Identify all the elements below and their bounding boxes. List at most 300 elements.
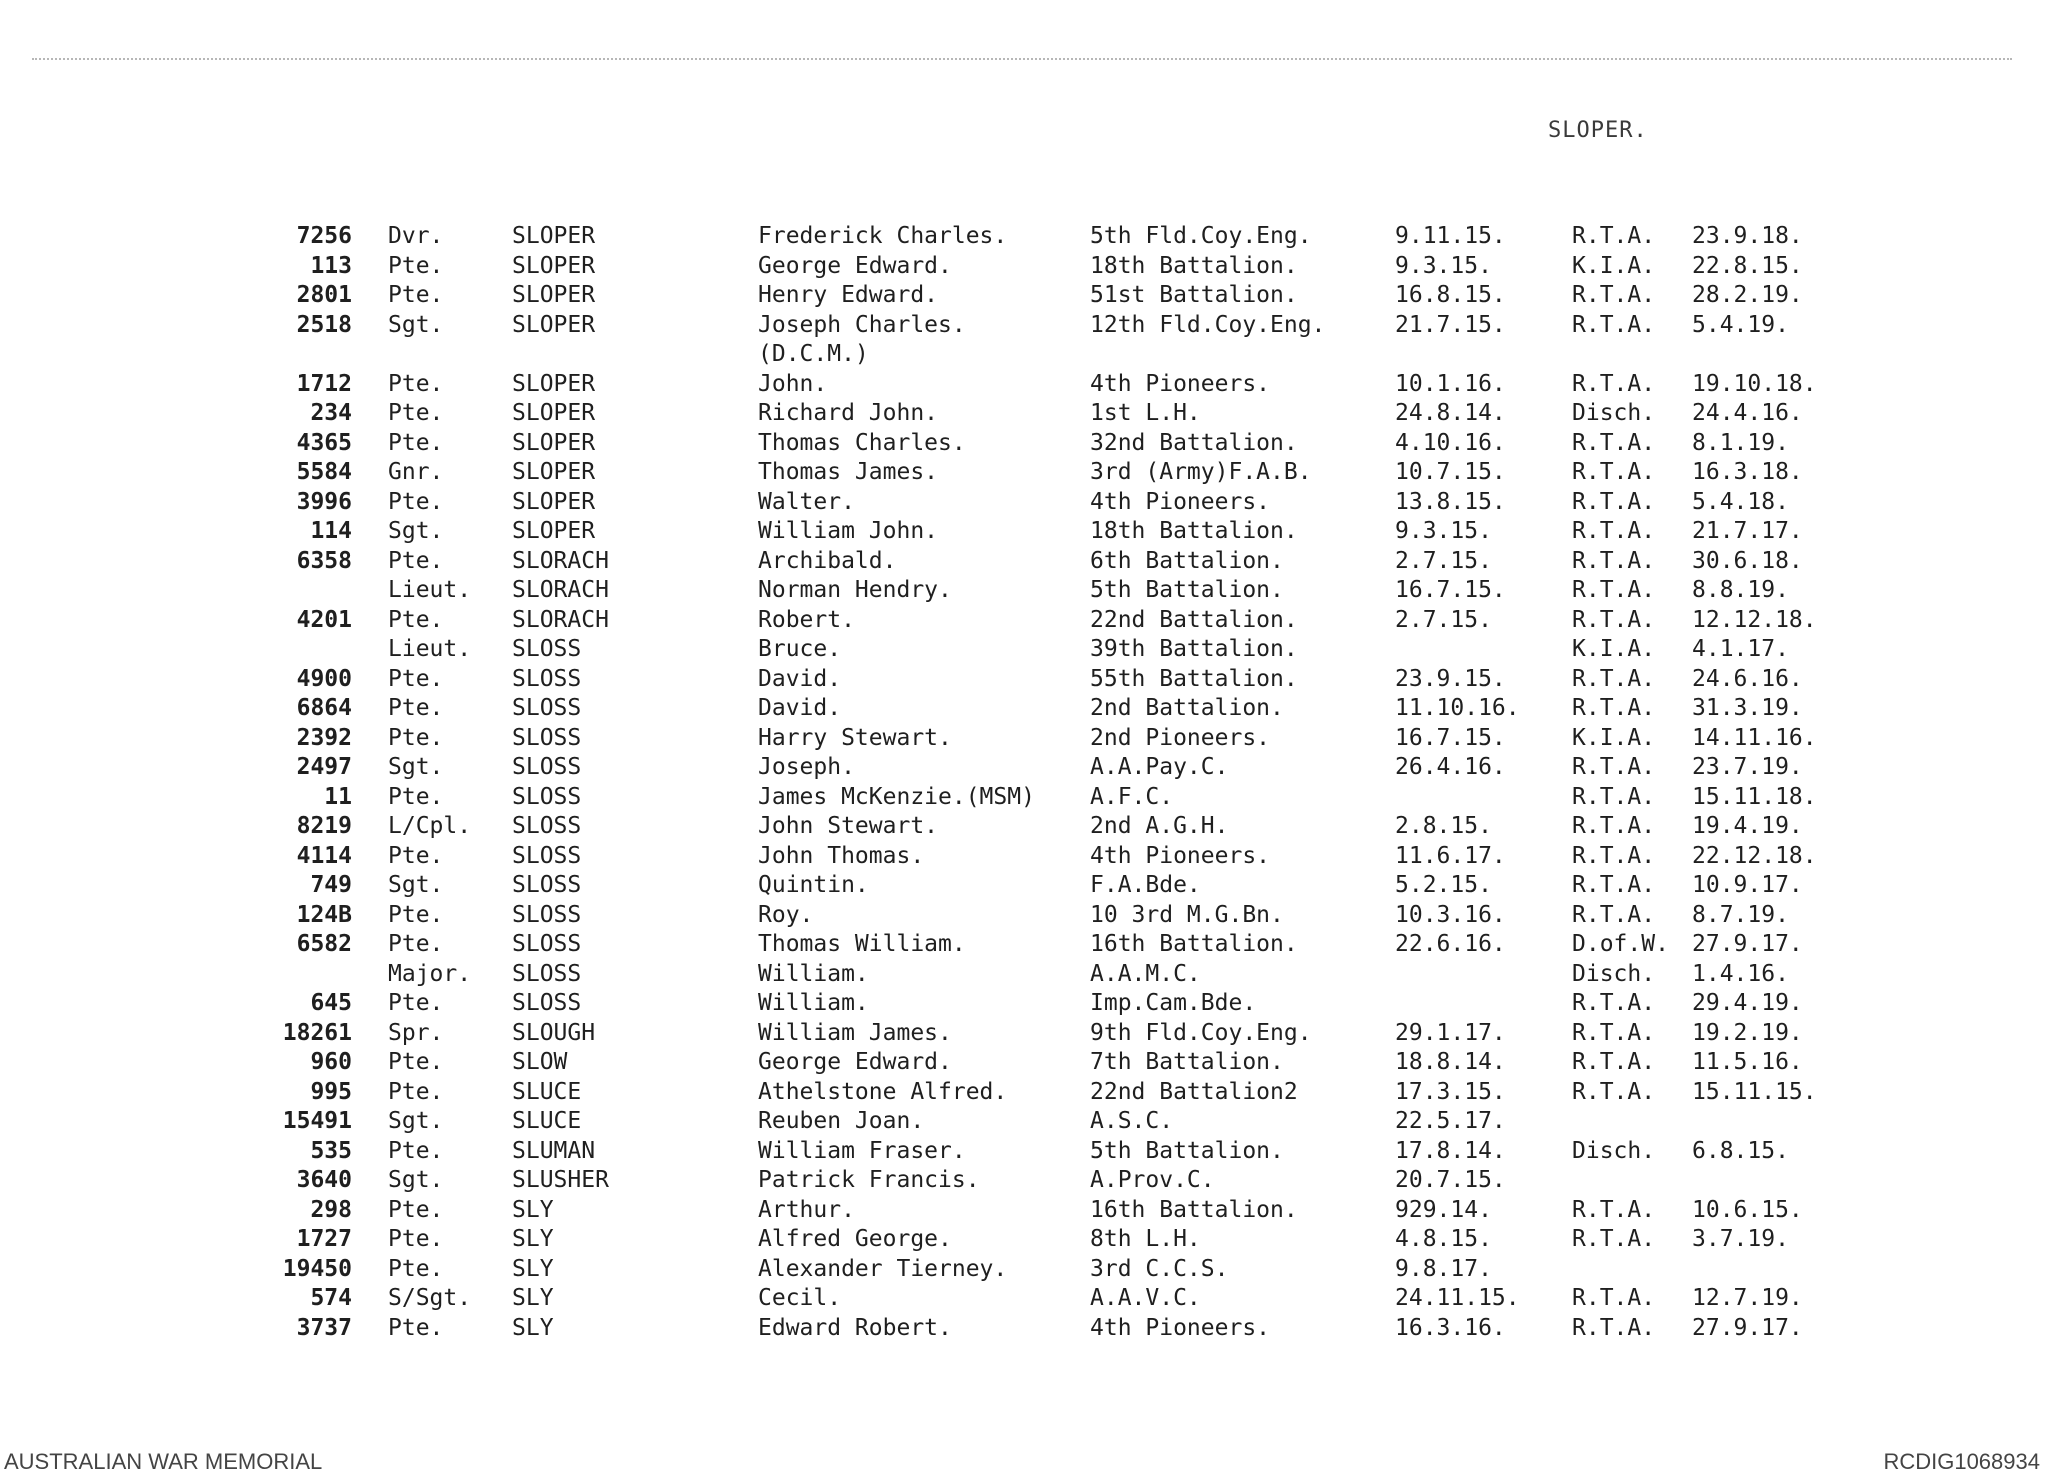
unit: 18th Battalion.: [1090, 518, 1298, 544]
rank: Pte.: [388, 842, 444, 869]
fate-date: 5.4.19.: [1692, 311, 1789, 338]
surname: SLORACH: [512, 547, 609, 574]
fate-date: 19.4.19.: [1692, 813, 1803, 839]
record-row: [0, 222, 2048, 252]
record-row: [0, 901, 2048, 931]
enlistment-date: 22.6.16.: [1395, 931, 1506, 957]
enlistment-date: 29.1.17.: [1395, 1019, 1506, 1046]
record-row: [0, 517, 2048, 547]
surname: SLY: [512, 1196, 554, 1223]
fate: R.T.A.: [1572, 223, 1656, 249]
rank: Sgt.: [388, 1108, 444, 1134]
given-names: George Edward.: [758, 252, 952, 279]
fate: R.T.A.: [1572, 1049, 1656, 1075]
fate: R.T.A.: [1572, 695, 1656, 721]
unit: A.A.Pay.C.: [1090, 754, 1229, 780]
rank: Sgt.: [388, 1167, 444, 1193]
fate: R.T.A.: [1572, 459, 1656, 485]
given-names: Harry Stewart.: [758, 724, 952, 751]
surname: SLOPER: [512, 518, 596, 544]
surname: SLOPER: [512, 459, 596, 485]
enlistment-date: 16.3.16.: [1395, 1314, 1506, 1341]
rank: Pte.: [388, 282, 444, 308]
given-names: Reuben Joan.: [758, 1108, 925, 1134]
enlistment-date: 16.8.15.: [1395, 282, 1506, 308]
given-names: David.: [758, 695, 842, 721]
fate: R.T.A.: [1572, 665, 1656, 692]
page-title: SLOPER.: [1548, 118, 1648, 143]
rank: Pte.: [388, 990, 444, 1016]
fate-date: 15.11.15.: [1692, 1078, 1817, 1105]
rank: Pte.: [388, 1078, 444, 1105]
surname: SLOSS: [512, 695, 582, 721]
given-names: Edward Robert.: [758, 1314, 952, 1341]
fate-date: 24.4.16.: [1692, 400, 1803, 426]
fate: R.T.A.: [1572, 1226, 1656, 1252]
record-row: [0, 311, 2048, 341]
enlistment-date: 2.8.15.: [1395, 813, 1492, 839]
record-row: [0, 1048, 2048, 1078]
unit: 12th Fld.Coy.Eng.: [1090, 311, 1326, 338]
fate-date: 8.8.19.: [1692, 577, 1789, 603]
given-names: James McKenzie.(MSM): [758, 783, 1035, 810]
fate: R.T.A.: [1572, 577, 1656, 603]
enlistment-date: 18.8.14.: [1395, 1049, 1506, 1075]
unit: 9th Fld.Coy.Eng.: [1090, 1019, 1312, 1046]
service-number: 6582: [296, 931, 352, 957]
rank: Pte.: [388, 783, 444, 810]
unit: 5th Battalion.: [1090, 577, 1284, 603]
surname: SLOSS: [512, 872, 582, 898]
surname: SLOPER: [512, 223, 596, 249]
given-names: Alfred George.: [758, 1226, 952, 1252]
given-names: Patrick Francis.: [758, 1167, 980, 1193]
surname: SLOPER: [512, 252, 596, 279]
record-row: [0, 606, 2048, 636]
fate: R.T.A.: [1572, 311, 1656, 338]
unit: 39th Battalion.: [1090, 636, 1298, 662]
service-number: 124B: [296, 901, 352, 928]
fate-date: 3.7.19.: [1692, 1226, 1789, 1252]
fate-date: 27.9.17.: [1692, 1314, 1803, 1341]
rank: Pte.: [388, 370, 444, 397]
record-row: [0, 1314, 2048, 1344]
surname: SLY: [512, 1226, 554, 1252]
given-names: Richard John.: [758, 400, 939, 426]
footer-reference-id: RCDIG1068934: [1883, 1449, 2040, 1474]
unit: A.A.M.C.: [1090, 960, 1201, 987]
given-names: John.: [758, 370, 828, 397]
service-number: 298: [310, 1196, 352, 1223]
record-row: [0, 989, 2048, 1019]
rank: Pte.: [388, 1255, 444, 1282]
given-names: Archibald.: [758, 547, 897, 574]
given-names: Frederick Charles.: [758, 223, 1008, 249]
service-number: 4365: [296, 429, 352, 456]
enlistment-date: 24.8.14.: [1395, 400, 1506, 426]
surname: SLOSS: [512, 636, 582, 662]
surname: SLOSS: [512, 960, 582, 987]
enlistment-date: 4.10.16.: [1395, 429, 1506, 456]
enlistment-date: 20.7.15.: [1395, 1167, 1506, 1193]
top-dotted-rule: [32, 58, 2012, 60]
enlistment-date: 929.14.: [1395, 1196, 1492, 1223]
unit: F.A.Bde.: [1090, 872, 1201, 898]
record-row: [0, 1284, 2048, 1314]
given-names: Cecil.: [758, 1285, 842, 1311]
enlistment-date: 2.7.15.: [1395, 606, 1492, 633]
surname: SLOW: [512, 1049, 568, 1075]
surname: SLOUGH: [512, 1019, 596, 1046]
rank: Pte.: [388, 695, 444, 721]
rank: Major.: [388, 960, 472, 987]
fate-date: 5.4.18.: [1692, 488, 1789, 515]
service-number: 5584: [296, 459, 352, 485]
given-names: (D.C.M.): [758, 341, 869, 367]
enlistment-date: 21.7.15.: [1395, 311, 1506, 338]
given-names: Joseph.: [758, 754, 855, 780]
surname: SLOSS: [512, 813, 582, 839]
fate: R.T.A.: [1572, 813, 1656, 839]
surname: SLOSS: [512, 783, 582, 810]
rank: Pte.: [388, 547, 444, 574]
record-row: [0, 753, 2048, 783]
given-names: Thomas James.: [758, 459, 939, 485]
record-row: [0, 694, 2048, 724]
fate: R.T.A.: [1572, 518, 1656, 544]
fate: R.T.A.: [1572, 488, 1656, 515]
given-names: George Edward.: [758, 1049, 952, 1075]
service-number: 1712: [296, 370, 352, 397]
service-number: 645: [310, 990, 352, 1016]
given-names: Roy.: [758, 901, 814, 928]
rank: Pte.: [388, 724, 444, 751]
rank: Pte.: [388, 1049, 444, 1075]
unit: 32nd Battalion.: [1090, 429, 1298, 456]
given-names: John Stewart.: [758, 813, 939, 839]
rank: Pte.: [388, 252, 444, 279]
surname: SLORACH: [512, 577, 609, 603]
enlistment-date: 9.3.15.: [1395, 518, 1492, 544]
unit: A.Prov.C.: [1090, 1167, 1215, 1193]
fate: R.T.A.: [1572, 872, 1656, 898]
fate-date: 22.12.18.: [1692, 842, 1817, 869]
unit: 1st L.H.: [1090, 400, 1201, 426]
record-row: [0, 842, 2048, 872]
fate-date: 21.7.17.: [1692, 518, 1803, 544]
rank: Pte.: [388, 429, 444, 456]
given-names: William James.: [758, 1019, 952, 1046]
record-row: [0, 1196, 2048, 1226]
rank: Lieut.: [388, 636, 472, 662]
service-number: 6358: [296, 547, 352, 574]
surname: SLOSS: [512, 724, 582, 751]
surname: SLOPER: [512, 370, 596, 397]
given-names: Athelstone Alfred.: [758, 1078, 1008, 1105]
fate: R.T.A.: [1572, 1019, 1656, 1046]
surname: SLY: [512, 1314, 554, 1341]
enlistment-date: 9.11.15.: [1395, 223, 1506, 249]
given-names: Arthur.: [758, 1196, 855, 1223]
record-row: [0, 1255, 2048, 1285]
record-row: [0, 340, 2048, 370]
enlistment-date: 9.3.15.: [1395, 252, 1492, 279]
fate: R.T.A.: [1572, 547, 1656, 574]
unit: Imp.Cam.Bde.: [1090, 990, 1257, 1016]
unit: 4th Pioneers.: [1090, 842, 1271, 869]
enlistment-date: 17.3.15.: [1395, 1078, 1506, 1105]
fate-date: 23.9.18.: [1692, 223, 1803, 249]
service-number: 4900: [296, 665, 352, 692]
record-row: [0, 1166, 2048, 1196]
given-names: William.: [758, 960, 869, 987]
given-names: William Fraser.: [758, 1137, 966, 1164]
surname: SLOSS: [512, 665, 582, 692]
enlistment-date: 17.8.14.: [1395, 1137, 1506, 1164]
record-row: [0, 1107, 2048, 1137]
service-number: 19450: [282, 1255, 352, 1282]
enlistment-date: 11.10.16.: [1395, 695, 1520, 721]
fate: R.T.A.: [1572, 754, 1656, 780]
fate-date: 19.2.19.: [1692, 1019, 1803, 1046]
record-row: [0, 724, 2048, 754]
service-number: 234: [310, 400, 352, 426]
rank: Pte.: [388, 1226, 444, 1252]
enlistment-date: 26.4.16.: [1395, 754, 1506, 780]
fate-date: 14.11.16.: [1692, 724, 1817, 751]
surname: SLOPER: [512, 400, 596, 426]
unit: 8th L.H.: [1090, 1226, 1201, 1252]
fate: R.T.A.: [1572, 429, 1656, 456]
surname: SLOSS: [512, 990, 582, 1016]
unit: 4th Pioneers.: [1090, 1314, 1271, 1341]
unit: 5th Fld.Coy.Eng.: [1090, 223, 1312, 249]
service-number: 2392: [296, 724, 352, 751]
record-row: [0, 930, 2048, 960]
service-number: 1727: [296, 1226, 352, 1252]
fate-date: 23.7.19.: [1692, 754, 1803, 780]
service-number: 11: [324, 783, 352, 810]
service-number: 749: [310, 872, 352, 898]
record-row: [0, 281, 2048, 311]
surname: SLY: [512, 1285, 554, 1311]
enlistment-date: 16.7.15.: [1395, 724, 1506, 751]
unit: 2nd Pioneers.: [1090, 724, 1271, 751]
unit: 6th Battalion.: [1090, 547, 1284, 574]
rank: Pte.: [388, 1196, 444, 1223]
enlistment-date: 24.11.15.: [1395, 1285, 1520, 1311]
unit: 5th Battalion.: [1090, 1137, 1284, 1164]
record-row: [0, 488, 2048, 518]
unit: A.A.V.C.: [1090, 1285, 1201, 1311]
surname: SLUSHER: [512, 1167, 609, 1193]
fate: R.T.A.: [1572, 1285, 1656, 1311]
rank: Dvr.: [388, 223, 444, 249]
enlistment-date: 11.6.17.: [1395, 842, 1506, 869]
rank: Pte.: [388, 400, 444, 426]
unit: 16th Battalion.: [1090, 931, 1298, 957]
rank: Spr.: [388, 1019, 444, 1046]
fate: R.T.A.: [1572, 282, 1656, 308]
service-number: 113: [310, 252, 352, 279]
record-row: [0, 429, 2048, 459]
surname: SLOSS: [512, 931, 582, 957]
unit: 2nd A.G.H.: [1090, 813, 1229, 839]
record-row: [0, 1137, 2048, 1167]
enlistment-date: 5.2.15.: [1395, 872, 1492, 898]
enlistment-date: 4.8.15.: [1395, 1226, 1492, 1252]
fate: K.I.A.: [1572, 724, 1656, 751]
rank: Sgt.: [388, 872, 444, 898]
record-row: [0, 399, 2048, 429]
fate: Disch.: [1572, 1137, 1656, 1164]
fate: Disch.: [1572, 400, 1656, 426]
unit: A.S.C.: [1090, 1108, 1174, 1134]
surname: SLOPER: [512, 429, 596, 456]
fate: R.T.A.: [1572, 990, 1656, 1016]
unit: 55th Battalion.: [1090, 665, 1298, 692]
enlistment-date: 13.8.15.: [1395, 488, 1506, 515]
service-number: 3737: [296, 1314, 352, 1341]
rank: Pte.: [388, 606, 444, 633]
fate-date: 10.6.15.: [1692, 1196, 1803, 1223]
record-row: [0, 1019, 2048, 1049]
surname: SLUCE: [512, 1078, 582, 1105]
rank: Pte.: [388, 1137, 444, 1164]
service-number: 114: [310, 518, 352, 544]
record-row: [0, 783, 2048, 813]
given-names: Norman Hendry.: [758, 577, 952, 603]
fate-date: 6.8.15.: [1692, 1137, 1789, 1164]
enlistment-date: 9.8.17.: [1395, 1255, 1492, 1282]
unit: 18th Battalion.: [1090, 252, 1298, 279]
fate-date: 24.6.16.: [1692, 665, 1803, 692]
fate-date: 31.3.19.: [1692, 695, 1803, 721]
fate-date: 8.7.19.: [1692, 901, 1789, 928]
fate-date: 30.6.18.: [1692, 547, 1803, 574]
surname: SLY: [512, 1255, 554, 1282]
service-number: 6864: [296, 695, 352, 721]
record-row: [0, 960, 2048, 990]
record-row: [0, 871, 2048, 901]
enlistment-date: 10.3.16.: [1395, 901, 1506, 928]
unit: 2nd Battalion.: [1090, 695, 1284, 721]
service-number: 2801: [296, 282, 352, 308]
rank: Lieut.: [388, 577, 472, 603]
enlistment-date: 10.7.15.: [1395, 459, 1506, 485]
unit: 4th Pioneers.: [1090, 370, 1271, 397]
record-row: [0, 547, 2048, 577]
surname: SLOPER: [512, 282, 596, 308]
enlistment-date: 16.7.15.: [1395, 577, 1506, 603]
service-number: 8219: [296, 813, 352, 839]
service-number: 995: [310, 1078, 352, 1105]
given-names: William John.: [758, 518, 939, 544]
fate-date: 11.5.16.: [1692, 1049, 1803, 1075]
service-number: 960: [310, 1049, 352, 1075]
fate-date: 12.12.18.: [1692, 606, 1817, 633]
fate-date: 16.3.18.: [1692, 459, 1803, 485]
given-names: David.: [758, 665, 842, 692]
record-row: [0, 1078, 2048, 1108]
record-row: [0, 370, 2048, 400]
unit: 51st Battalion.: [1090, 282, 1298, 308]
given-names: Thomas Charles.: [758, 429, 966, 456]
rank: Sgt.: [388, 754, 444, 780]
rank: Sgt.: [388, 518, 444, 544]
fate-date: 1.4.16.: [1692, 960, 1789, 987]
surname: SLOSS: [512, 842, 582, 869]
service-number: 15491: [282, 1108, 352, 1134]
fate-date: 8.1.19.: [1692, 429, 1789, 456]
fate: R.T.A.: [1572, 606, 1656, 633]
record-row: [0, 812, 2048, 842]
fate-date: 19.10.18.: [1692, 370, 1817, 397]
given-names: William.: [758, 990, 869, 1016]
unit: 7th Battalion.: [1090, 1049, 1284, 1075]
record-row: [0, 1225, 2048, 1255]
service-number: 7256: [296, 223, 352, 249]
given-names: John Thomas.: [758, 842, 925, 869]
rank: Pte.: [388, 488, 444, 515]
fate-date: 15.11.18.: [1692, 783, 1817, 810]
rank: Sgt.: [388, 311, 444, 338]
rank: Pte.: [388, 901, 444, 928]
enlistment-date: 23.9.15.: [1395, 665, 1506, 692]
service-number: 2497: [296, 754, 352, 780]
rank: S/Sgt.: [388, 1285, 472, 1311]
record-list: [0, 222, 2048, 1343]
enlistment-date: 10.1.16.: [1395, 370, 1506, 397]
fate: R.T.A.: [1572, 1196, 1656, 1223]
fate: D.of.W.: [1572, 931, 1669, 957]
given-names: Walter.: [758, 488, 855, 515]
fate-date: 4.1.17.: [1692, 636, 1789, 662]
unit: A.F.C.: [1090, 783, 1174, 810]
given-names: Robert.: [758, 606, 855, 633]
unit: 22nd Battalion2: [1090, 1078, 1298, 1105]
footer-publisher: AUSTRALIAN WAR MEMORIAL: [4, 1449, 323, 1474]
service-number: 3996: [296, 488, 352, 515]
surname: SLORACH: [512, 606, 609, 633]
rank: L/Cpl.: [388, 813, 472, 839]
given-names: Thomas William.: [758, 931, 966, 957]
service-number: 18261: [282, 1019, 352, 1046]
service-number: 574: [310, 1285, 352, 1311]
given-names: Quintin.: [758, 872, 869, 898]
record-row: [0, 458, 2048, 488]
fate: R.T.A.: [1572, 842, 1656, 869]
unit: 10 3rd M.G.Bn.: [1090, 901, 1284, 928]
fate-date: 22.8.15.: [1692, 252, 1803, 279]
fate-date: 28.2.19.: [1692, 282, 1803, 308]
surname: SLOSS: [512, 754, 582, 780]
service-number: 2518: [296, 311, 352, 338]
fate: R.T.A.: [1572, 783, 1656, 810]
rank: Pte.: [388, 1314, 444, 1341]
fate-date: 10.9.17.: [1692, 872, 1803, 898]
fate: Disch.: [1572, 960, 1656, 987]
record-row: [0, 576, 2048, 606]
service-number: 4114: [296, 842, 352, 869]
record-row: [0, 635, 2048, 665]
surname: SLOPER: [512, 311, 596, 338]
fate-date: 12.7.19.: [1692, 1285, 1803, 1311]
fate: K.I.A.: [1572, 252, 1656, 279]
unit: 4th Pioneers.: [1090, 488, 1271, 515]
unit: 3rd (Army)F.A.B.: [1090, 459, 1312, 485]
enlistment-date: 2.7.15.: [1395, 547, 1492, 574]
